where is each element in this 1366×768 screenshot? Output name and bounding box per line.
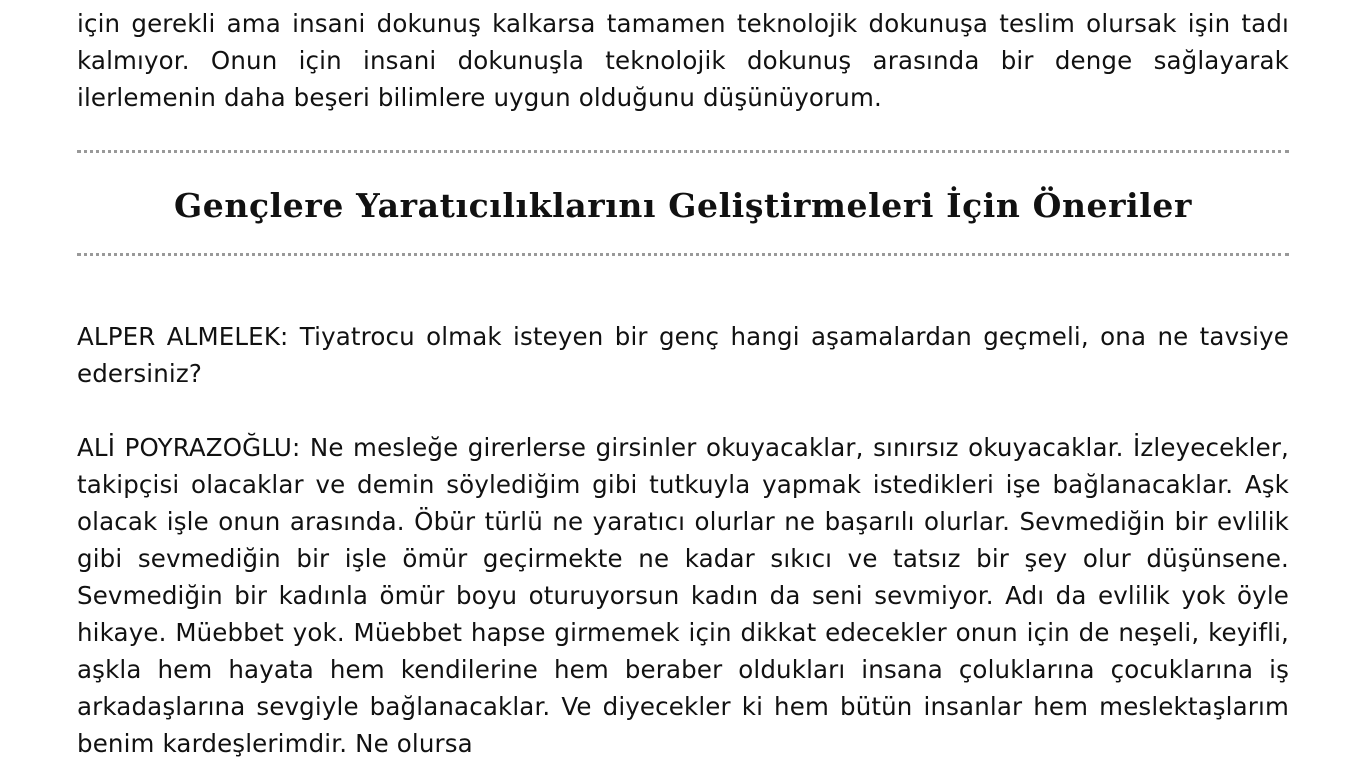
intro-paragraph: için gerekli ama insani dokunuş kalkarsa tamamen teknolojik dokunuşa teslim olursak işin tadı kalmıyor. Onun için insani dokunuşla teknolojik dokunuş arasında bir denge sağlayarak ilerlemenin daha beşeri bilimlere uygun olduğunu düşünüyorum. <box>77 9 1289 112</box>
section-divider-top <box>77 150 1289 153</box>
answer-paragraph: ALİ POYRAZOĞLU: Ne mesleğe girerlerse girsinler okuyacaklar, sınırsız okuyacaklar. İzleyecekler, takipçisi olacaklar ve demin söylediğim gibi tutkuyla yapmak istedikleri işe bağlanacaklar. Aşk olacak işle onun arasında. Öbür türlü ne yaratıcı olurlar ne başarılı olurlar. Sevmediğin bir evlilik gibi sevmediğin bir işle ömür geçirmekte ne kadar sıkıcı ve tatsız bir şey olur düşünsene. Sevmediğin bir kadınla ömür boyu oturuyorsun kadın da seni sevmiyor. Adı da evlilik yok öyle hikaye. Müebbet yok. Müebbet hapse girmemek için dikkat edecekler onun için de neşeli, keyifli, aşkla hem hayata hem kendilerine hem beraber oldukları insana çoluklarına çocuklarına iş arkadaşlarına sevgiyle bağlanacaklar. Ve diyecekler ki hem bütün insanlar hem meslektaşlarım benim kardeşlerimdir. Ne olursa <box>77 433 1289 758</box>
section-divider-bottom <box>77 253 1289 256</box>
section-title: Gençlere Yaratıcılıklarını Geliştirmeleri İçin Öneriler <box>174 186 1192 225</box>
question-paragraph: ALPER ALMELEK: Tiyatrocu olmak isteyen bir genç hangi aşamalardan geçmeli, ona ne tavsiye edersiniz? <box>77 322 1289 388</box>
